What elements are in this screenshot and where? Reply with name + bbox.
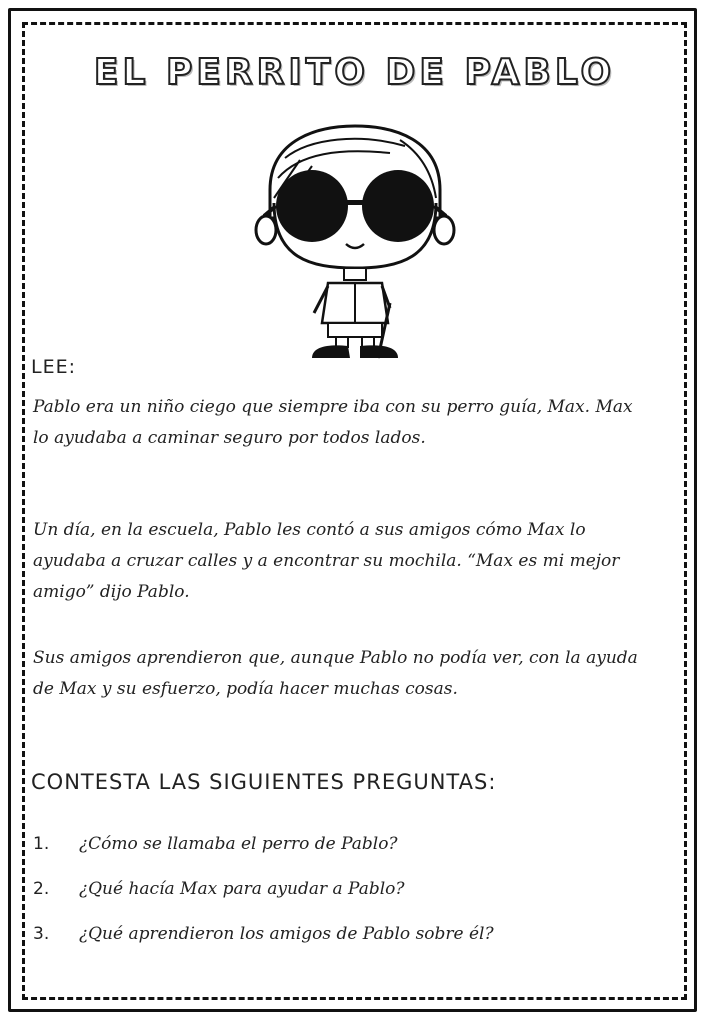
question-item: [33, 924, 653, 969]
story-paragraph-2: Un día, en la escuela, Pablo les contó a sus amigos cómo Max lo ayudaba a cruzar calles y a encontrar su mochila. “Max es mi mejor amigo” dijo Pablo.: [33, 520, 620, 602]
page-title: EL PERRITO DE PABLO: [93, 52, 616, 93]
question-item: [33, 879, 653, 924]
question-item: [33, 834, 653, 879]
question-number: 3.: [33, 924, 50, 944]
question-text: ¿Cómo se llamaba el perro de Pablo?: [79, 834, 398, 854]
story-paragraph-3: Sus amigos aprendieron que, aunque Pablo no podía ver, con la ayuda de Max y su esfuerzo, podía hacer muchas cosas.: [33, 648, 638, 699]
story-paragraph-1: Pablo era un niño ciego que siempre iba con su perro guía, Max. Max lo ayudaba a caminar seguro por todos lados.: [33, 397, 633, 448]
question-number: 1.: [33, 834, 50, 854]
boy-with-dark-glasses-and-cane-icon: [240, 118, 470, 363]
question-number: 2.: [33, 879, 50, 899]
questions-list: [33, 834, 653, 969]
questions-heading: CONTESTA LAS SIGUIENTES PREGUNTAS:: [31, 770, 497, 794]
question-text: ¿Qué hacía Max para ayudar a Pablo?: [79, 879, 405, 899]
read-label: LEE:: [31, 356, 76, 378]
question-text: ¿Qué aprendieron los amigos de Pablo sobre él?: [79, 924, 494, 944]
